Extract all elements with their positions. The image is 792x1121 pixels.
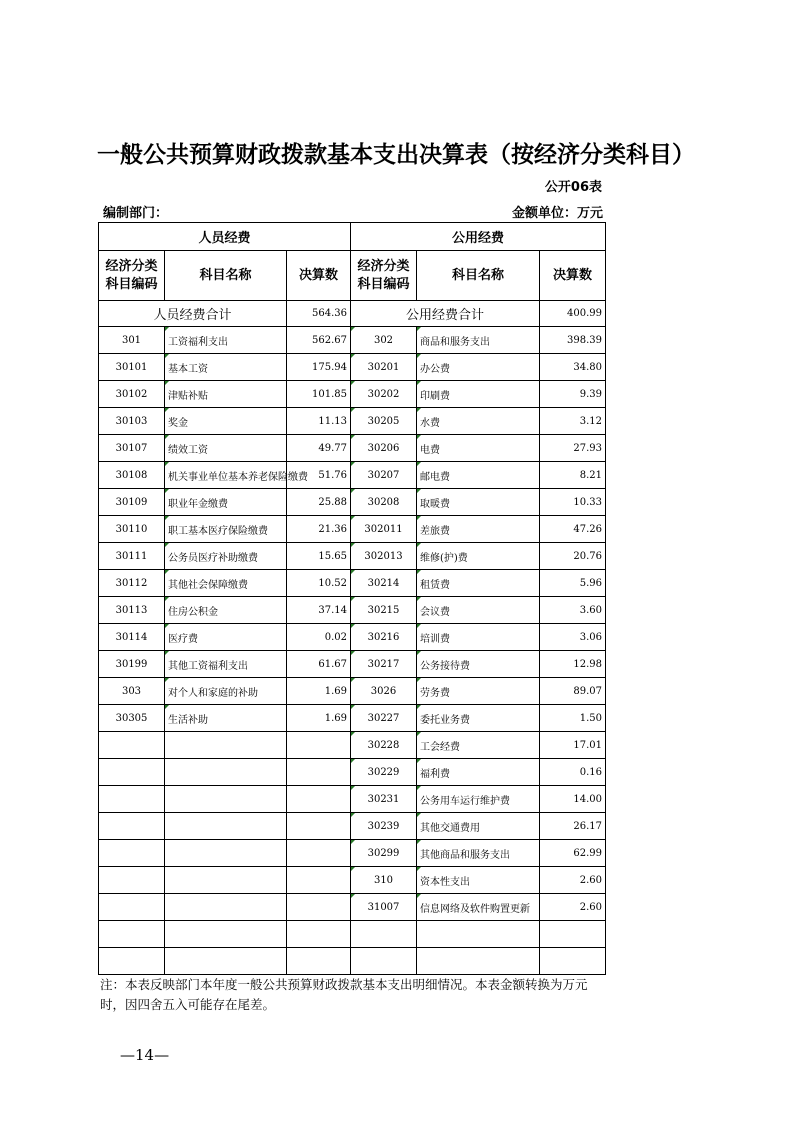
public-name-cell: 电费 (417, 435, 540, 462)
table-row (99, 705, 606, 732)
public-name-cell: 劳务费 (417, 678, 540, 705)
public-amount-cell: 12.98 (540, 651, 606, 678)
code-header-right: 经济分类科目编码 (351, 251, 417, 301)
page-title: 一般公共预算财政拨款基本支出决算表（按经济分类科目） (97, 142, 695, 168)
table-row (99, 894, 606, 921)
personnel-amount-cell (287, 948, 351, 975)
personnel-amount-cell (287, 786, 351, 813)
personnel-name-cell: 津贴补贴 (165, 381, 287, 408)
personnel-name-cell: 医疗费 (165, 624, 287, 651)
personnel-amount-cell (287, 840, 351, 867)
personnel-header: 人员经费 (99, 223, 351, 251)
public-name-cell: 办公费 (417, 354, 540, 381)
public-code-cell: 302 (351, 327, 417, 354)
department-label: 编制部门： (103, 206, 169, 221)
table-row (99, 732, 606, 759)
personnel-amount-cell: 49.77 (287, 435, 351, 462)
personnel-code-cell (99, 732, 165, 759)
public-amount-cell: 1.50 (540, 705, 606, 732)
table-row (99, 921, 606, 948)
personnel-code-cell: 303 (99, 678, 165, 705)
personnel-code-cell: 30101 (99, 354, 165, 381)
personnel-name-cell (165, 813, 287, 840)
public-amount-cell: 20.76 (540, 543, 606, 570)
public-total-label: 公用经费合计 (351, 301, 540, 327)
personnel-amount-cell: 51.76 (287, 462, 351, 489)
personnel-name-cell: 职业年金缴费 (165, 489, 287, 516)
personnel-amount-cell: 1.69 (287, 678, 351, 705)
table-row (99, 786, 606, 813)
table-row (99, 462, 606, 489)
personnel-amount-cell (287, 867, 351, 894)
personnel-amount-cell: 175.94 (287, 354, 351, 381)
name-header-right: 科目名称 (417, 251, 540, 301)
personnel-code-cell: 301 (99, 327, 165, 354)
public-code-cell: 3026 (351, 678, 417, 705)
personnel-amount-cell: 37.14 (287, 597, 351, 624)
code-header-left: 经济分类科目编码 (99, 251, 165, 301)
public-amount-cell: 2.60 (540, 867, 606, 894)
table-row (99, 597, 606, 624)
table-row (99, 354, 606, 381)
table-row (99, 543, 606, 570)
personnel-code-cell: 30107 (99, 435, 165, 462)
public-name-cell: 工会经费 (417, 732, 540, 759)
footnote: 注：本表反映部门本年度一般公共预算财政拨款基本支出明细情况。本表金额转换为万元时，因四舍五入可能存在尾差。 (100, 977, 588, 1012)
public-code-cell: 302011 (351, 516, 417, 543)
public-code-cell: 30215 (351, 597, 417, 624)
personnel-amount-cell: 61.67 (287, 651, 351, 678)
personnel-name-cell: 工资福利支出 (165, 327, 287, 354)
personnel-code-cell (99, 894, 165, 921)
form-number: 公开06表 (544, 180, 602, 195)
personnel-code-cell (99, 786, 165, 813)
personnel-name-cell: 绩效工资 (165, 435, 287, 462)
personnel-name-cell: 机关事业单位基本养老保险缴费 (165, 462, 287, 489)
public-code-cell: 30216 (351, 624, 417, 651)
personnel-name-cell: 奖金 (165, 408, 287, 435)
personnel-name-cell (165, 732, 287, 759)
table-row (99, 408, 606, 435)
personnel-code-cell (99, 867, 165, 894)
personnel-amount-cell: 11.13 (287, 408, 351, 435)
personnel-code-cell: 30114 (99, 624, 165, 651)
public-amount-cell: 8.21 (540, 462, 606, 489)
personnel-amount-cell: 562.67 (287, 327, 351, 354)
unit-label: 金额单位：万元 (511, 206, 603, 221)
public-amount-cell: 10.33 (540, 489, 606, 516)
personnel-name-cell: 公务员医疗补助缴费 (165, 543, 287, 570)
public-code-cell: 302013 (351, 543, 417, 570)
public-name-cell: 资本性支出 (417, 867, 540, 894)
personnel-code-cell: 30113 (99, 597, 165, 624)
public-name-cell: 差旅费 (417, 516, 540, 543)
public-name-cell: 公务接待费 (417, 651, 540, 678)
public-name-cell: 租赁费 (417, 570, 540, 597)
page-number: —14— (120, 1046, 170, 1064)
personnel-name-cell (165, 786, 287, 813)
personnel-code-cell: 30111 (99, 543, 165, 570)
public-code-cell: 30205 (351, 408, 417, 435)
personnel-name-cell: 职工基本医疗保险缴费 (165, 516, 287, 543)
table-row (99, 678, 606, 705)
public-name-cell (417, 948, 540, 975)
personnel-amount-cell: 21.36 (287, 516, 351, 543)
public-code-cell: 30217 (351, 651, 417, 678)
personnel-code-cell: 30112 (99, 570, 165, 597)
personnel-code-cell (99, 759, 165, 786)
public-name-cell: 商品和服务支出 (417, 327, 540, 354)
public-amount-cell: 5.96 (540, 570, 606, 597)
personnel-code-cell: 30108 (99, 462, 165, 489)
personnel-name-cell (165, 867, 287, 894)
personnel-name-cell (165, 894, 287, 921)
personnel-total-value: 564.36 (287, 301, 351, 327)
public-name-cell: 培训费 (417, 624, 540, 651)
public-name-cell: 委托业务费 (417, 705, 540, 732)
public-name-cell: 印刷费 (417, 381, 540, 408)
amount-header-right: 决算数 (540, 251, 606, 301)
public-amount-cell: 27.93 (540, 435, 606, 462)
table-row (99, 651, 606, 678)
table-row (99, 759, 606, 786)
public-code-cell: 30214 (351, 570, 417, 597)
personnel-amount-cell: 0.02 (287, 624, 351, 651)
personnel-amount-cell: 10.52 (287, 570, 351, 597)
personnel-name-cell: 对个人和家庭的补助 (165, 678, 287, 705)
public-name-cell: 维修(护)费 (417, 543, 540, 570)
personnel-code-cell (99, 840, 165, 867)
table-row (99, 327, 606, 354)
personnel-name-cell: 住房公积金 (165, 597, 287, 624)
personnel-name-cell: 其他工资福利支出 (165, 651, 287, 678)
personnel-name-cell (165, 948, 287, 975)
public-amount-cell: 398.39 (540, 327, 606, 354)
personnel-name-cell (165, 759, 287, 786)
table-row (99, 570, 606, 597)
public-name-cell: 其他商品和服务支出 (417, 840, 540, 867)
personnel-amount-cell (287, 732, 351, 759)
public-code-cell: 30231 (351, 786, 417, 813)
public-code-cell: 30202 (351, 381, 417, 408)
personnel-name-cell: 生活补助 (165, 705, 287, 732)
public-name-cell: 水费 (417, 408, 540, 435)
public-code-cell: 30208 (351, 489, 417, 516)
personnel-code-cell (99, 813, 165, 840)
personnel-amount-cell: 15.65 (287, 543, 351, 570)
public-code-cell (351, 921, 417, 948)
public-amount-cell: 89.07 (540, 678, 606, 705)
personnel-amount-cell: 1.69 (287, 705, 351, 732)
table-row (99, 381, 606, 408)
amount-header-left: 决算数 (287, 251, 351, 301)
public-amount-cell (540, 921, 606, 948)
personnel-code-cell: 30109 (99, 489, 165, 516)
public-amount-cell: 3.06 (540, 624, 606, 651)
public-amount-cell: 34.80 (540, 354, 606, 381)
public-name-cell: 其他交通费用 (417, 813, 540, 840)
public-amount-cell: 2.60 (540, 894, 606, 921)
personnel-code-cell: 30199 (99, 651, 165, 678)
table-row (99, 516, 606, 543)
expenditure-table (98, 222, 606, 975)
public-code-cell: 30229 (351, 759, 417, 786)
personnel-code-cell: 30102 (99, 381, 165, 408)
public-amount-cell (540, 948, 606, 975)
public-name-cell: 取暖费 (417, 489, 540, 516)
name-header-left: 科目名称 (165, 251, 287, 301)
personnel-total-label: 人员经费合计 (99, 301, 287, 327)
personnel-amount-cell (287, 894, 351, 921)
public-amount-cell: 62.99 (540, 840, 606, 867)
public-amount-cell: 0.16 (540, 759, 606, 786)
table-row (99, 948, 606, 975)
table-row (99, 435, 606, 462)
personnel-amount-cell (287, 921, 351, 948)
public-amount-cell: 17.01 (540, 732, 606, 759)
public-amount-cell: 14.00 (540, 786, 606, 813)
public-amount-cell: 26.17 (540, 813, 606, 840)
public-code-cell: 30206 (351, 435, 417, 462)
personnel-amount-cell (287, 813, 351, 840)
personnel-name-cell (165, 921, 287, 948)
table-row (99, 840, 606, 867)
table-row (99, 867, 606, 894)
public-code-cell: 30299 (351, 840, 417, 867)
public-amount-cell: 47.26 (540, 516, 606, 543)
public-name-cell (417, 921, 540, 948)
public-header: 公用经费 (351, 223, 606, 251)
table-row (99, 813, 606, 840)
public-amount-cell: 3.12 (540, 408, 606, 435)
public-name-cell: 信息网络及软件购置更新 (417, 894, 540, 921)
personnel-code-cell (99, 948, 165, 975)
public-amount-cell: 9.39 (540, 381, 606, 408)
public-name-cell: 公务用车运行维护费 (417, 786, 540, 813)
public-code-cell: 30239 (351, 813, 417, 840)
personnel-code-cell (99, 921, 165, 948)
personnel-code-cell: 30103 (99, 408, 165, 435)
personnel-amount-cell: 101.85 (287, 381, 351, 408)
public-code-cell (351, 948, 417, 975)
public-code-cell: 30227 (351, 705, 417, 732)
personnel-amount-cell (287, 759, 351, 786)
public-amount-cell: 3.60 (540, 597, 606, 624)
personnel-code-cell: 30110 (99, 516, 165, 543)
table-row (99, 624, 606, 651)
public-name-cell: 福利费 (417, 759, 540, 786)
personnel-name-cell: 其他社会保障缴费 (165, 570, 287, 597)
personnel-name-cell (165, 840, 287, 867)
public-code-cell: 30228 (351, 732, 417, 759)
public-name-cell: 邮电费 (417, 462, 540, 489)
public-code-cell: 30201 (351, 354, 417, 381)
public-code-cell: 30207 (351, 462, 417, 489)
personnel-name-cell: 基本工资 (165, 354, 287, 381)
personnel-amount-cell: 25.88 (287, 489, 351, 516)
personnel-code-cell: 30305 (99, 705, 165, 732)
table-row (99, 489, 606, 516)
public-code-cell: 31007 (351, 894, 417, 921)
public-total-value: 400.99 (540, 301, 606, 327)
public-name-cell: 会议费 (417, 597, 540, 624)
public-code-cell: 310 (351, 867, 417, 894)
